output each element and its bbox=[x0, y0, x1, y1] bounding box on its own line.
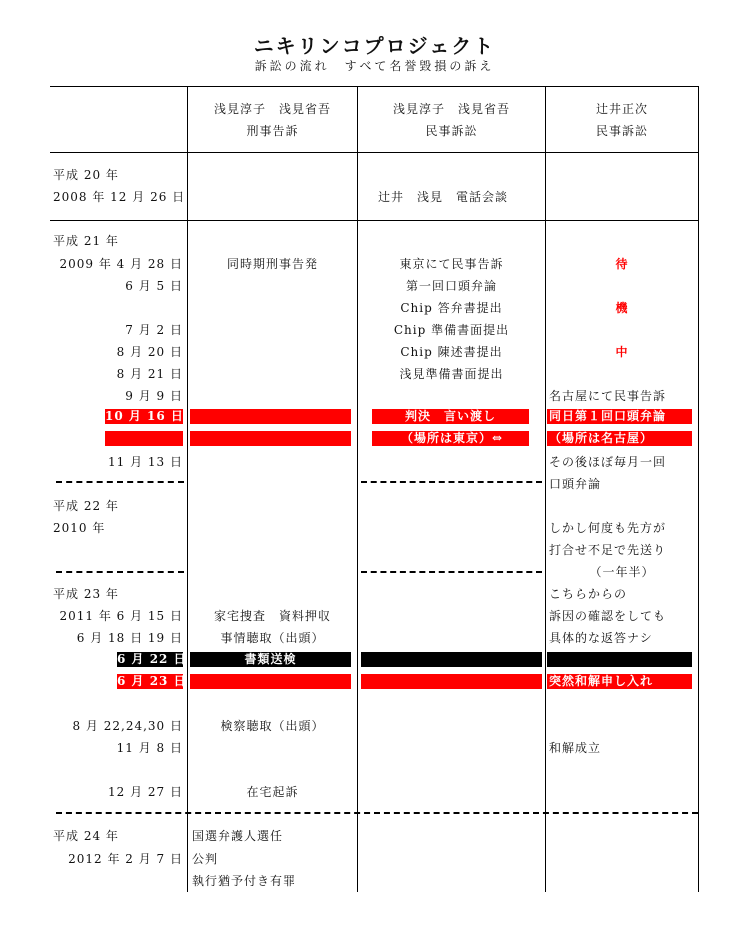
header-col1-names: 浅見淳子 浅見省吾 bbox=[213, 102, 331, 116]
highlight-bar-col2-red bbox=[361, 674, 542, 689]
header-bottom-border bbox=[50, 152, 699, 153]
col1-event: 公判 bbox=[192, 852, 219, 866]
location-nagoya-label: （場所は名古屋） bbox=[549, 431, 654, 445]
page-title: ニキリンコプロジェクト bbox=[253, 34, 496, 58]
col1-event: 執行猶予付き有罪 bbox=[192, 874, 297, 888]
date-row: 7 月 2 日 bbox=[125, 323, 183, 337]
column-divider-3 bbox=[545, 86, 546, 892]
dashed-divider-h22-left bbox=[56, 481, 184, 483]
page-subtitle: 訴訟の流れ すべて名誉毀損の訴え bbox=[254, 59, 495, 73]
date-row: 2012 年 2 月 7 日 bbox=[68, 852, 183, 866]
date-h20: 2008 年 12 月 26 日 bbox=[53, 190, 186, 204]
event-phone-meeting: 辻井 浅見 電話会談 bbox=[377, 190, 508, 204]
date-row: 8 月 21 日 bbox=[116, 367, 183, 381]
date-row-highlight: 6 月 23 日 bbox=[117, 674, 187, 688]
col3-event: 打合せ不足で先送り bbox=[549, 543, 667, 557]
col3-event: こちらからの bbox=[549, 587, 628, 601]
column-divider-2 bbox=[357, 86, 358, 892]
highlight-bar-col1 bbox=[190, 409, 351, 424]
document-referral-label: 書類送検 bbox=[244, 652, 297, 666]
date-row: 12 月 27 日 bbox=[108, 785, 183, 799]
col1-event: 国選弁護人選任 bbox=[192, 829, 284, 843]
column-divider-right bbox=[698, 86, 699, 892]
col1-event: 在宅起訴 bbox=[246, 785, 299, 799]
era-h20: 平成 20 年 bbox=[53, 168, 119, 182]
waiting-char: 中 bbox=[615, 345, 629, 359]
date-row: 9 月 9 日 bbox=[125, 389, 183, 403]
header-col1-type: 刑事告訴 bbox=[246, 124, 299, 138]
col3-event: その後ほぼ毎月一回 bbox=[549, 455, 667, 469]
header-col2-type: 民事訴訟 bbox=[425, 124, 478, 138]
era-h23: 平成 23 年 bbox=[53, 587, 119, 601]
first-hearing-label: 同日第１回口頭弁論 bbox=[549, 409, 667, 423]
col1-event: 同時期刑事告発 bbox=[226, 257, 318, 271]
section-divider-h20 bbox=[50, 220, 699, 221]
col2-event: Chip 準備書面提出 bbox=[393, 323, 510, 337]
col2-event: Chip 答弁書提出 bbox=[400, 301, 503, 315]
highlight-bar-col1-red bbox=[190, 674, 351, 689]
col1-event: 検察聴取（出頭） bbox=[220, 719, 325, 733]
date-row: 6 月 5 日 bbox=[125, 279, 183, 293]
waiting-char: 待 bbox=[615, 257, 629, 271]
header-top-border bbox=[50, 86, 699, 87]
era-h22: 平成 22 年 bbox=[53, 499, 119, 513]
col1-event: 事情聴取（出頭） bbox=[220, 631, 325, 645]
highlight-bar-col3-black bbox=[547, 652, 692, 667]
date-row: 8 月 22,24,30 日 bbox=[72, 719, 183, 733]
year-h22: 2010 年 bbox=[53, 521, 106, 535]
date-row-highlight: 6 月 22 日 bbox=[117, 652, 187, 666]
col3-event: 具体的な返答ナシ bbox=[549, 631, 653, 645]
header-col3-names: 辻井正次 bbox=[595, 102, 648, 116]
header-col2-names: 浅見淳子 浅見省吾 bbox=[392, 102, 510, 116]
col3-event: しかし何度も先方が bbox=[549, 521, 667, 535]
highlight-bar-date-2 bbox=[105, 431, 183, 446]
date-row: 8 月 20 日 bbox=[116, 345, 183, 359]
col1-event: 家宅捜査 資料押収 bbox=[213, 609, 331, 623]
era-h24: 平成 24 年 bbox=[53, 829, 119, 843]
dashed-divider-h23-left bbox=[56, 571, 184, 573]
dashed-divider-h24 bbox=[56, 812, 698, 814]
col3-event: 口頭弁論 bbox=[549, 477, 602, 491]
header-col3-type: 民事訴訟 bbox=[595, 124, 648, 138]
era-h21: 平成 21 年 bbox=[53, 234, 119, 248]
col3-event: 和解成立 bbox=[549, 741, 602, 755]
col2-event: 東京にて民事告訴 bbox=[399, 257, 504, 271]
dashed-divider-h22-mid bbox=[361, 481, 542, 483]
col3-event: 訴因の確認をしても bbox=[549, 609, 667, 623]
date-row: 11 月 8 日 bbox=[116, 741, 183, 755]
judgment-label: 判決 言い渡し bbox=[404, 409, 496, 423]
dashed-divider-h23-mid bbox=[361, 571, 542, 573]
highlight-bar-col1-2 bbox=[190, 431, 351, 446]
highlight-bar-col2-black bbox=[361, 652, 542, 667]
col2-event: Chip 陳述書提出 bbox=[400, 345, 503, 359]
col3-event: 名古屋にて民事告訴 bbox=[549, 389, 667, 403]
col3-event: （一年半） bbox=[589, 565, 655, 579]
date-row: 2009 年 4 月 28 日 bbox=[59, 257, 183, 271]
settlement-offer-label: 突然和解申し入れ bbox=[549, 674, 654, 688]
col2-event: 浅見準備書面提出 bbox=[399, 367, 504, 381]
date-row: 2011 年 6 月 15 日 bbox=[59, 609, 183, 623]
col2-event: 第一回口頭弁論 bbox=[405, 279, 497, 293]
date-row: 11 月 13 日 bbox=[108, 455, 183, 469]
date-row-highlight: 10 月 16 日 bbox=[105, 409, 184, 423]
date-row: 6 月 18 日 19 日 bbox=[76, 631, 183, 645]
waiting-char: 機 bbox=[615, 301, 629, 315]
column-divider-1 bbox=[187, 86, 188, 892]
location-tokyo-label: （場所は東京）⇔ bbox=[400, 431, 504, 445]
